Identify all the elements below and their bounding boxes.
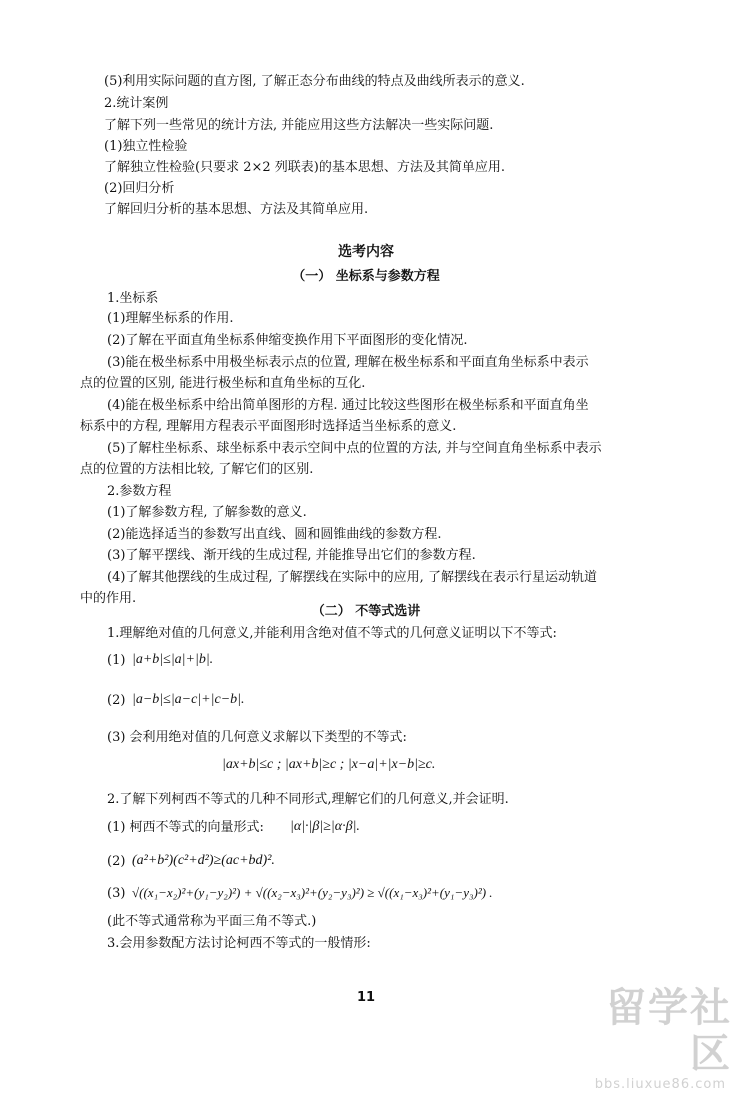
text-line: 2.了解下列柯西不等式的几种不同形式,理解它们的几何意义,并会证明. bbox=[107, 792, 509, 807]
text-line: (1) 柯西不等式的向量形式: bbox=[107, 820, 264, 835]
section-title: （二） 不等式选讲 bbox=[311, 604, 421, 619]
text-line: (3)能在极坐标系中用极坐标表示点的位置, 理解在极坐标系和平面直角坐标系中表示 bbox=[107, 355, 589, 370]
formula: |ax+b|≤c ; |ax+b|≥c ; |x−a|+|x−b|≥c. bbox=[222, 757, 436, 772]
formula: (a²+b²)(c²+d²)≥(ac+bd)². bbox=[132, 853, 275, 868]
item-label: (2) bbox=[107, 854, 126, 869]
section-heading: 2.参数方程 bbox=[107, 484, 172, 499]
text-line: (3)了解平摆线、渐开线的生成过程, 并能推导出它们的参数方程. bbox=[107, 548, 476, 563]
formula: √((x₁−x₂)²+(y₁−y₂)²) + √((x₂−x₃)²+(y₂−y₃)²) ≥ √((x₁−x₃)²+(y₁−y₃)²) . bbox=[132, 885, 493, 900]
text-line: 了解独立性检验(只要求 2×2 列联表)的基本思想、方法及其简单应用. bbox=[104, 160, 505, 175]
text-line: (2)能选择适当的参数写出直线、圆和圆锥曲线的参数方程. bbox=[107, 527, 442, 542]
subsection-heading: (2)回归分析 bbox=[104, 181, 175, 196]
formula: |a−b|≤|a−c|+|c−b|. bbox=[132, 692, 245, 707]
text-line: (1)理解坐标系的作用. bbox=[107, 311, 234, 326]
section-heading: 2.统计案例 bbox=[104, 96, 169, 111]
text-line: (3) 会利用绝对值的几何意义求解以下类型的不等式: bbox=[107, 730, 407, 745]
text-line: 3.会用参数配方法讨论柯西不等式的一般情形: bbox=[107, 936, 371, 951]
page-number: 11 bbox=[356, 990, 376, 1005]
text-line: (此不等式通常称为平面三角不等式.) bbox=[107, 914, 317, 929]
text-line: 点的位置的方法相比较, 了解它们的区别. bbox=[80, 462, 314, 477]
text-line: (1)了解参数方程, 了解参数的意义. bbox=[107, 505, 307, 520]
section-heading: 1.坐标系 bbox=[107, 291, 159, 306]
text-line: (4)能在极坐标系中给出简单图形的方程. 通过比较这些图形在极坐标系和平面直角坐 bbox=[107, 398, 589, 413]
subsection-heading: (1)独立性检验 bbox=[104, 139, 188, 154]
watermark-logo bbox=[574, 985, 732, 1092]
text-line: 了解回归分析的基本思想、方法及其简单应用. bbox=[104, 202, 369, 217]
text-line: (2)了解在平面直角坐标系伸缩变换作用下平面图形的变化情况. bbox=[107, 333, 468, 348]
formula: |α|·|β|≥|α·β|. bbox=[290, 819, 360, 834]
text-line: 1.理解绝对值的几何意义,并能利用含绝对值不等式的几何意义证明以下不等式: bbox=[107, 626, 557, 641]
item-label: (3) bbox=[107, 886, 126, 901]
text-line: (5)利用实际问题的直方图, 了解正态分布曲线的特点及曲线所表示的意义. bbox=[104, 74, 525, 89]
chapter-title: 选考内容 bbox=[338, 244, 394, 260]
watermark-url: bbs.liuxue86.com bbox=[594, 1077, 726, 1092]
text-line: 了解下列一些常见的统计方法, 并能应用这些方法解决一些实际问题. bbox=[104, 118, 494, 133]
text-line: (4)了解其他摆线的生成过程, 了解摆线在实际中的应用, 了解摆线在表示行星运动轨道 bbox=[107, 570, 597, 585]
text-line: (5)了解柱坐标系、球坐标系中表示空间中点的位置的方法, 并与空间直角坐标系中表示 bbox=[107, 441, 602, 456]
text-line: 点的位置的区别, 能进行极坐标和直角坐标的互化. bbox=[80, 376, 366, 391]
text-line: 中的作用. bbox=[80, 591, 137, 606]
text-line: 标系中的方程, 理解用方程表示平面图形时选择适当坐标系的意义. bbox=[80, 419, 457, 434]
watermark-logo-text: 留学社区 bbox=[606, 985, 732, 1077]
item-label: (1) bbox=[107, 653, 126, 668]
section-title: （一） 坐标系与参数方程 bbox=[292, 269, 440, 284]
item-label: (2) bbox=[107, 693, 126, 708]
formula: |a+b|≤|a|+|b|. bbox=[132, 652, 214, 667]
